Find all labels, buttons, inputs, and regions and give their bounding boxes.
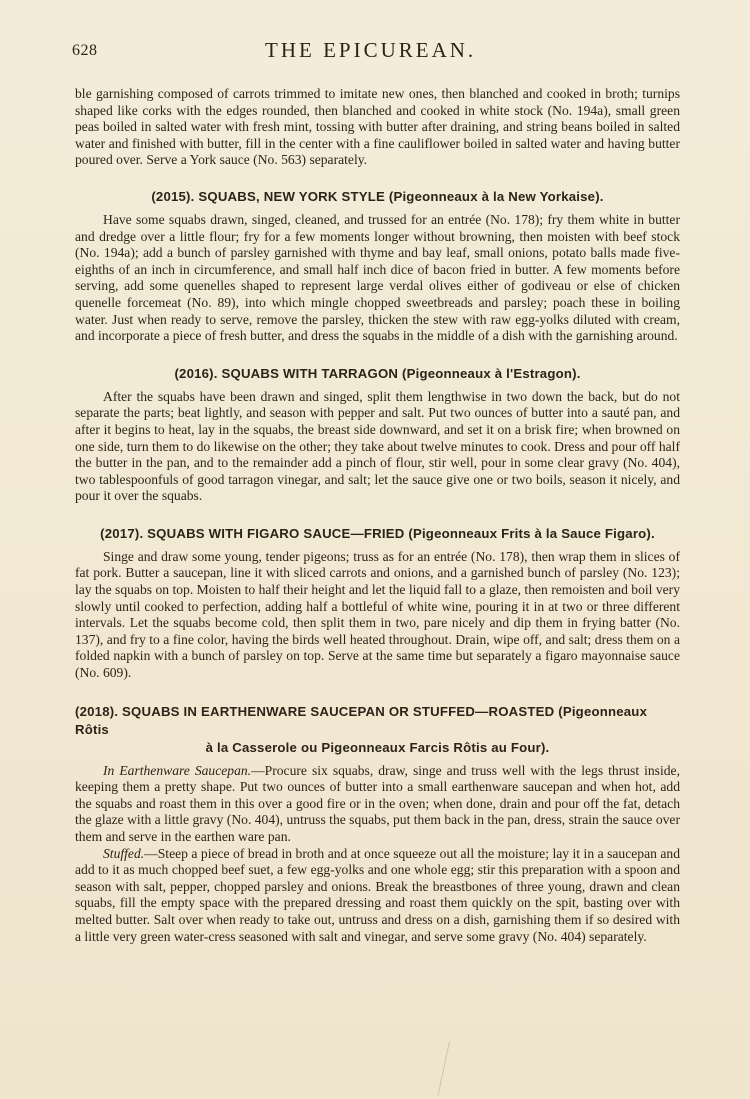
recipe-french-title: (Pigeonneaux Frits à la Sauce Figaro). [408,525,655,541]
recipe-french-title: (Pigeonneaux à l'Estragon). [402,365,581,381]
subsection-label: Stuffed. [103,845,145,861]
page-number: 628 [72,42,98,59]
book-title: THE EPICUREAN. [265,38,477,62]
running-head [72,38,680,70]
recipe-paragraph-2018-earthenware [75,763,680,846]
recipe-paragraph-2018-stuffed [75,846,680,946]
recipe-paragraph-2017: Singe and draw some young, tender pigeons; truss as for an entrée (No. 178), then wrap them in slices of fat pork. Butter a saucepan, line it with sliced carrots and onions, and a garnished bunch of parsley (No. 123); lay the squabs on top. Moisten to half their height and let the liquid fall to a glaze, then remoisten and boil very slowly until cooked to perfection, adding half a bottleful of white wine, pouring it in at two or three different intervals. Let the squabs become cold, then split them in two, pare nicely and dip them in frying batter (No. 137), and fry to a fine color, having the birds well heated throughout. Drain, wipe off, and salt; dress them on a folded napkin with a bunch of parsley on top. Serve at the same time but separately a figaro mayonnaise sauce (No. 609). [75,548,680,681]
recipe-paragraph-2015: Have some squabs drawn, singed, cleaned, and trussed for an entrée (No. 178); fry them white in butter and dredge over a little flour; fry for a few moments longer without browning, then moisten with beef stock (No. 194a); add a bunch of parsley garnished with thyme and bay leaf, small onions, potato balls made five-eighths of an inch in circumference, and small half inch dice of bacon fried in butter. A few moments before serving, add some quenelles shaped to represent large verdal olives either of godiveau or else of chicken quenelle forcemeat (No. 89), into which mingle chopped sweetbreads and parsley; poach these in boiling water. Just when ready to serve, remove the parsley, thicken the stew with raw egg-yolks diluted with cream, and incorporate a piece of fresh butter, and dress the squabs in the middle of a dish with the garnishing around. [75,211,680,344]
recipe-heading-2016 [75,365,680,383]
recipe-paragraph-2016: After the squabs have been drawn and singed, split them lengthwise in two down the back, but do not separate the parts; beat lightly, and season with pepper and salt. Put two ounces of butter into a sauté pan, and after it begins to heat, lay in the squabs, the breast side downward, and set it on a brisk fire; when browned on one side, turn them to do likewise on the other; they take about twelve minutes to cook. Dress and pour off half the butter in the pan, and to the remainder add a pinch of flour, stir well, pour in some clear gravy (No. 404), two tablespoonfuls of good tarragon vinegar, and salt; let the sauce give one or two boils, season it nicely, and pour it over the squabs. [75,388,680,504]
subsection-label: In Earthenware Saucepan. [103,762,252,778]
recipe-heading-2017 [75,525,680,543]
paper-crease [437,1042,467,1099]
recipe-title: (2017). SQUABS WITH FIGARO SAUCE—FRIED [100,525,405,541]
recipe-heading-2015 [75,188,680,206]
recipe-french-title: (Pigeonneaux à la New Yorkaise). [388,188,604,204]
recipe-title: (2016). SQUABS WITH TARRAGON [174,365,399,381]
recipe-title: (2015). SQUABS, NEW YORK STYLE [151,188,385,204]
continuation-paragraph: ble garnishing composed of carrots trimmed to imitate new ones, then blanched and cooked in broth; turnips shaped like corks with the edges rounded, then blanched and cooked in white stock (No. 194a), small green peas boiled in salted water with fresh mint, tossing with butter after draining, and string beans boiled in salted water and finished with butter, fill in the center with a fine cauliflower boiled in salted water and having butter poured over. Serve a York sauce (No. 563) separately. [75,86,680,168]
recipe-heading-2018 [75,703,680,757]
recipe-title: (2018). SQUABS IN EARTHENWARE SAUCEPAN OR STUFFED—ROASTED [75,703,555,719]
subsection-text: —Procure six squabs, draw, singe and truss well with the legs thrust inside, keeping them a pretty shape. Put two ounces of butter into a small earthenware saucepan and when hot, add the squabs and roast them in this over a good fire or in the oven; when done, drain and pour off the fat, detach the glaze with a little gravy (No. 404), untruss the squabs, put them back in the pan, dress, strain the sauce over them and serve in the earthen ware pan. [75,762,680,844]
subsection-text: —Steep a piece of bread in broth and at once squeeze out all the moisture; lay it in a saucepan and add to it as much chopped beef suet, a few egg-yolks and one whole egg; stir this preparation with a spoon and season with salt, pepper, chopped parsley and onions. Break the breastbones of three young, drawn and clean squabs, fill the empty space with the prepared dressing and roast them quickly on the spit, basting over with melted butter. Salt over when ready to take out, untruss and dress on a dish, garnishing them if so desired with a little very green water-cress seasoned with salt and vinegar, and serve some gravy (No. 404) separately. [75,845,680,944]
recipe-french-title: (Pigeonneaux Rôtis [75,703,648,737]
recipe-french-title-line2: à la Casserole ou Pigeonneaux Farcis Rôtis au Four). [205,739,550,755]
